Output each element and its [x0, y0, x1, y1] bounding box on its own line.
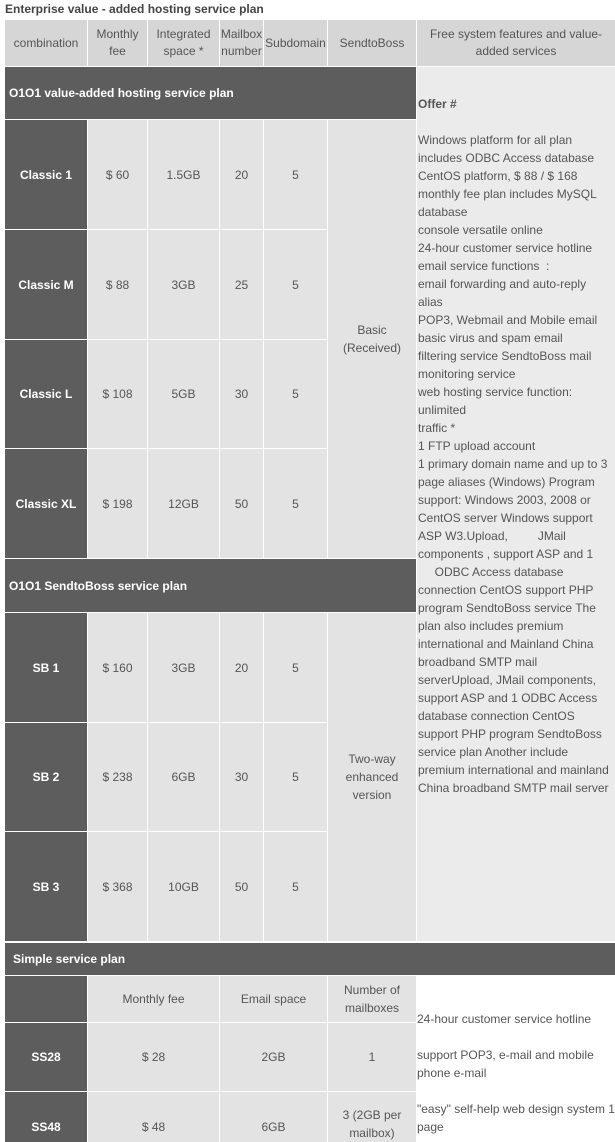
plan-mailbox: 25 — [220, 230, 263, 339]
plan-space: 5GB — [148, 340, 219, 448]
plan-mailbox: 20 — [220, 120, 263, 229]
plan-space: 3GB — [148, 613, 219, 722]
plan-name-ss28: SS28 — [5, 1023, 87, 1091]
header-subdomain: Subdomain — [264, 20, 327, 66]
plan-subdomain: 5 — [264, 449, 327, 558]
plan-name-ss48: SS48 — [5, 1092, 87, 1142]
plan-fee: $ 368 — [88, 832, 147, 941]
features-text: Windows platform for all plan includes ODBC Access database CentOS platform, $ 88 / $ 168 monthly fee plan includes MySQL database console versatile online 24-hour customer service hotline email service functions : email forwarding and auto-reply alias POP3, Webmail and Mobile email basic virus and spam email filtering service SendtoBoss mail monitoring service web hosting service function: unlimited traffic * 1 FTP upload account 1 primary domain name and up to 3 page aliases (Windows) Program support: Windows 2003, 2008 or CentOS server Windows support ASP W3.Upload, JMail components , support ASP and 1 ODBC Access database connection CentOS support PHP program SendtoBoss service The plan also includes premium international and Mainland China broadband SMTP mail serverUpload, JMail components, support ASP and 1 ODBC Access database connection CentOS support PHP program SendtoBoss service plan Another include premium international and mainland China broadband SMTP mail server — [418, 133, 609, 795]
plan-fee: $ 160 — [88, 613, 147, 722]
features-cell — [417, 67, 615, 941]
plan-name-sb-1: SB 1 — [5, 613, 87, 722]
section-title-sendtoboss: O1O1 SendtoBoss service plan — [5, 559, 416, 612]
plan-name-classic-l: Classic L — [5, 340, 87, 448]
plan-subdomain: 5 — [264, 230, 327, 339]
plan-fee: $ 48 — [88, 1092, 219, 1142]
plan-subdomain: 5 — [264, 340, 327, 448]
features-offer: Offer # — [418, 97, 457, 111]
plan-fee: $ 60 — [88, 120, 147, 229]
header-features: Free system features and value-added services — [417, 20, 615, 66]
section-title-simple: Simple service plan — [5, 943, 615, 975]
plan-mailbox: 50 — [220, 832, 263, 941]
sendtoboss-basic: Basic (Received) — [328, 120, 416, 558]
simple-header-mailboxes: Number of mailboxes — [328, 976, 416, 1022]
header-sendtoboss: SendtoBoss — [328, 20, 416, 66]
plan-mailbox: 50 — [220, 449, 263, 558]
plan-feature: "easy" self-help web design system 1 page — [417, 1102, 615, 1134]
plan-name-classic-xl: Classic XL — [5, 449, 87, 558]
plan-name-sb-3: SB 3 — [5, 832, 87, 941]
plan-subdomain: 5 — [264, 723, 327, 831]
sendtoboss-two-way: Two-way enhanced version — [328, 613, 416, 941]
page-title: Enterprise value - added hosting service plan — [5, 2, 264, 16]
plan-space: 12GB — [148, 449, 219, 558]
section-title-value-added: O1O1 value-added hosting service plan — [5, 67, 416, 119]
plan-space: 1.5GB — [148, 120, 219, 229]
simple-header-blank — [5, 976, 87, 1022]
plan-space: 10GB — [148, 832, 219, 941]
plan-fee: $ 88 — [88, 230, 147, 339]
plan-name-sb-2: SB 2 — [5, 723, 87, 831]
simple-header-email-space: Email space — [220, 976, 327, 1022]
plan-feature: support POP3, e-mail and mobile phone e-mail — [417, 1048, 594, 1080]
header-mailbox-number: Mailbox number — [220, 20, 263, 66]
simple-header-monthly-fee: Monthly fee — [88, 976, 219, 1022]
simple-hotline: 24-hour customer service hotline — [417, 1012, 592, 1026]
header-monthly-fee: Monthly fee — [88, 20, 147, 66]
plan-name-classic-m: Classic M — [5, 230, 87, 339]
plan-name-classic-1: Classic 1 — [5, 120, 87, 229]
plan-fee: $ 108 — [88, 340, 147, 448]
plan-space: 3GB — [148, 230, 219, 339]
plan-mailbox: 30 — [220, 340, 263, 448]
plan-mailboxes: 3 (2GB per mailbox) — [328, 1092, 416, 1142]
plan-subdomain: 5 — [264, 120, 327, 229]
header-integrated-space: Integrated space * — [148, 20, 219, 66]
header-combination: combination — [5, 20, 87, 66]
plan-subdomain: 5 — [264, 832, 327, 941]
plan-mailbox: 20 — [220, 613, 263, 722]
plan-mailbox: 30 — [220, 723, 263, 831]
plan-fee: $ 198 — [88, 449, 147, 558]
plan-fee: $ 28 — [88, 1023, 219, 1091]
plan-space: 2GB — [220, 1023, 327, 1091]
plan-subdomain: 5 — [264, 613, 327, 722]
plan-space: 6GB — [220, 1092, 327, 1142]
plan-fee: $ 238 — [88, 723, 147, 831]
plan-space: 6GB — [148, 723, 219, 831]
plan-mailboxes: 1 — [328, 1023, 416, 1091]
